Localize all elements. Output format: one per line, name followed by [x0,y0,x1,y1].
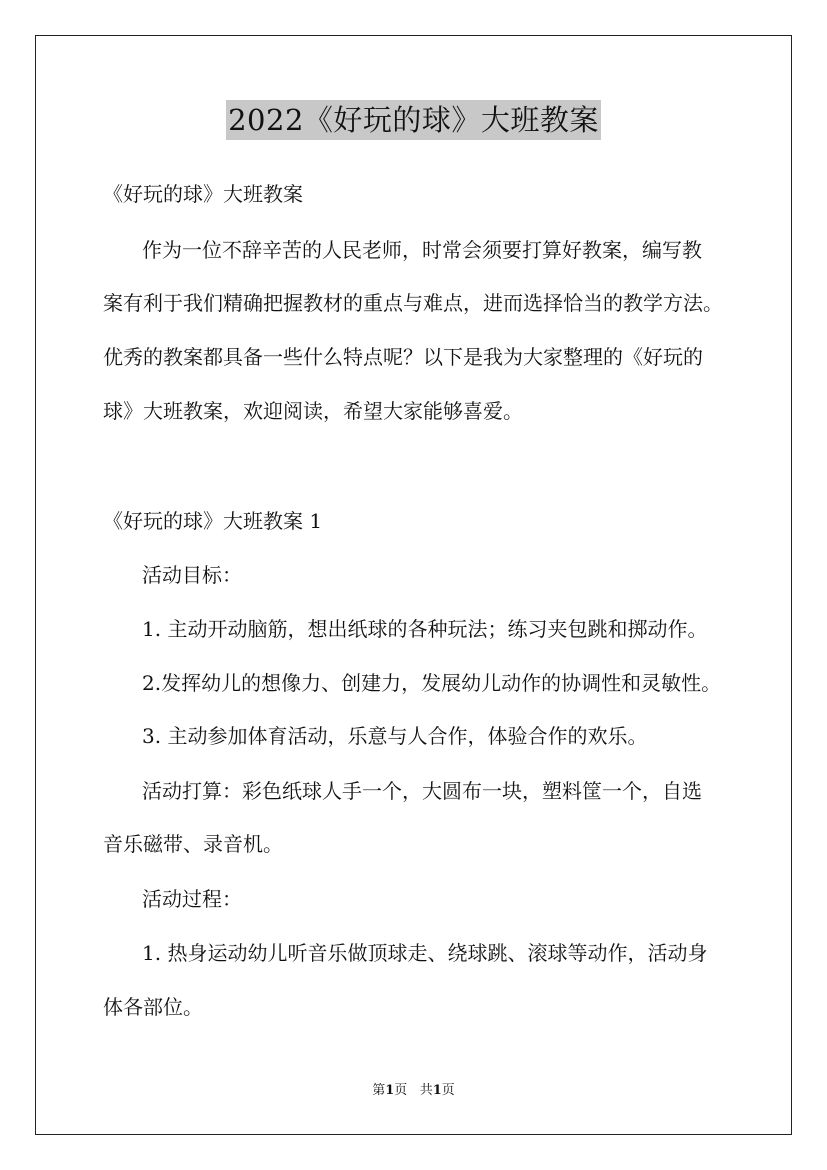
document-title: 2022《好玩的球》大班教案 [226,100,601,140]
process-label: 活动过程： [142,887,242,911]
process-line: 1. 热身运动幼儿听音乐做顶球走、绕球跳、滚球等动作，活动身 [142,941,708,965]
process-line: 体各部位。 [103,995,203,1019]
goal-item: 2.发挥幼儿的想像力、创建力，发展幼儿动作的协调性和灵敏性。 [142,671,722,695]
footer-total-number: 1 [432,1083,442,1098]
section-heading: 《好玩的球》大班教案 1 [103,509,323,533]
footer-page-prefix: 第 [372,1083,386,1098]
footer-page-suffix: 页 [394,1083,408,1098]
goal-item: 3. 主动参加体育活动，乐意与人合作，体验合作的欢乐。 [142,724,648,748]
document-title-wrapper [0,100,827,140]
goals-label: 活动目标： [142,563,242,587]
intro-line: 球》大班教案，欢迎阅读，希望大家能够喜爱。 [103,399,523,423]
footer-page-number: 1 [385,1083,395,1098]
prep-line: 活动打算：彩色纸球人手一个，大圆布一块，塑料筐一个，自选 [142,779,702,803]
footer-total-suffix: 页 [441,1083,455,1098]
intro-line: 优秀的教案都具备一些什么特点呢？以下是我为大家整理的《好玩的 [103,345,703,369]
prep-line: 音乐磁带、录音机。 [103,832,283,856]
intro-line: 作为一位不辞辛苦的人民老师，时常会须要打算好教案，编写教 [142,238,702,262]
goal-item: 1. 主动开动脑筋，想出纸球的各种玩法；练习夹包跳和掷动作。 [142,617,708,641]
page-footer [0,1082,827,1100]
subtitle: 《好玩的球》大班教案 [103,182,303,206]
footer-total-prefix: 共 [419,1083,433,1098]
intro-line: 案有利于我们精确把握教材的重点与难点，进而选择恰当的教学方法。 [103,291,723,315]
